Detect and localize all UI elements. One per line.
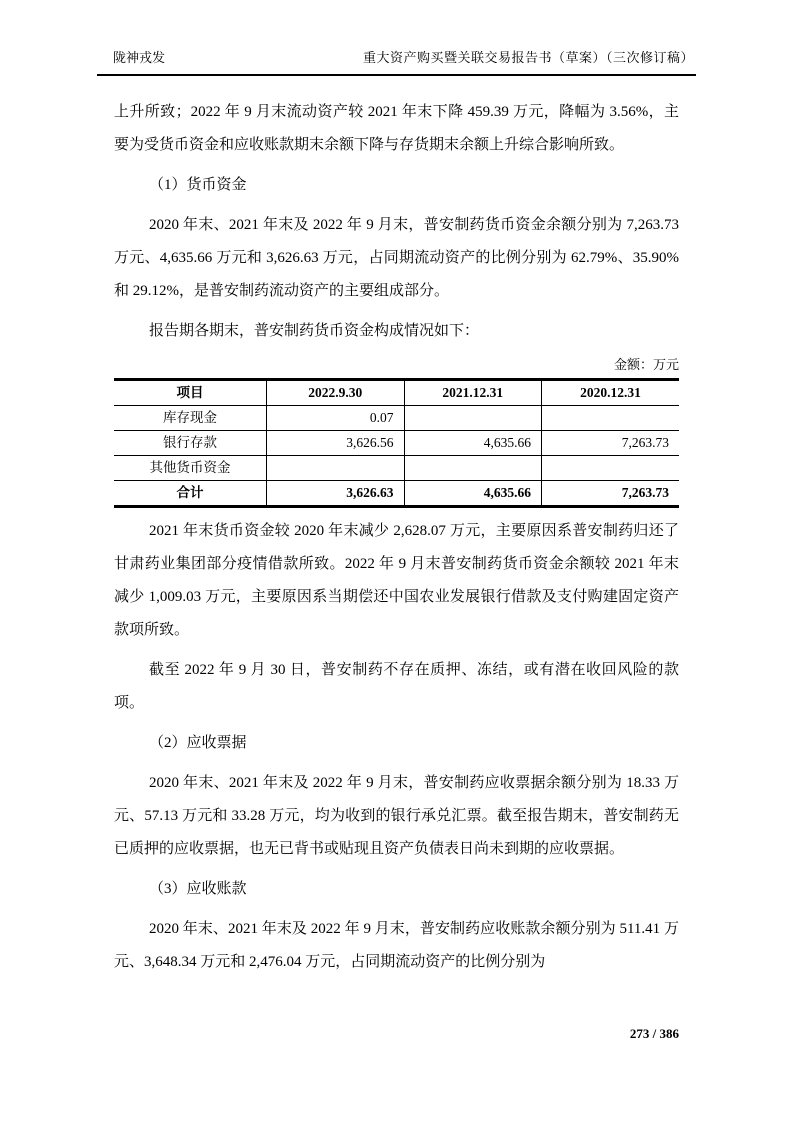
page-number: 273 / 386 xyxy=(629,1026,679,1041)
currency-funds-table xyxy=(114,378,679,508)
table-header-2022: 2022.9.30 xyxy=(267,380,404,406)
table-header-2020: 2020.12.31 xyxy=(542,380,680,406)
paragraph-currency-balances: 2020 年末、2021 年末及 2022 年 9 月末，普安制药货币资金余额分别为 7,263.73 万元、4,635.66 万元和 3,626.63 万元，占同期流动资产的比例分别为 62.79%、35.90%和 29.12%，是普安制药流动资产的主要组成部分。 xyxy=(114,217,679,299)
table-header-item: 项目 xyxy=(114,380,267,406)
paragraph-intro: 上升所致；2022 年 9 月末流动资产较 2021 年末下降 459.39 万元，降幅为 3.56%，主要为受货币资金和应收账款期末余额下降与存货期末余额上升综合影响所致。 xyxy=(114,104,679,153)
header-report-title: 重大资产购买暨关联交易报告书（草案）（三次修订稿） xyxy=(362,50,694,65)
paragraph-table-intro: 报告期各期末，普安制药货币资金构成情况如下： xyxy=(149,323,480,339)
cell-value: 4,635.66 xyxy=(404,481,541,507)
cell-value xyxy=(267,456,404,481)
cell-value: 3,626.63 xyxy=(267,481,404,507)
row-label: 合计 xyxy=(176,485,204,500)
page-header xyxy=(97,48,696,76)
cell-value xyxy=(404,406,541,431)
paragraph-currency-change: 2021 年末货币资金较 2020 年末减少 2,628.07 万元，主要原因系普安制药归还了甘肃药业集团部分疫情借款所致。2022 年 9 月末普安制药货币资金余额较 2021 年末减少 1,009.03 万元，主要原因系当期偿还中国农业发展银行借款及支付购建固定资产款项所致。 xyxy=(114,523,679,638)
cell-value: 3,626.56 xyxy=(267,431,404,456)
table-header-2021: 2021.12.31 xyxy=(404,380,541,406)
table-row-other-monetary-funds xyxy=(114,456,679,481)
paragraph-notes-receivable: 2020 年末、2021 年末及 2022 年 9 月末，普安制药应收票据余额分别为 18.33 万元、57.13 万元和 33.28 万元，均为收到的银行承兑汇票。截至报告期末，普安制药无已质押的应收票据，也无已背书或贴现且资产负债表日尚未到期的应收票据。 xyxy=(114,775,679,857)
table-row-cash-on-hand xyxy=(114,406,679,431)
table-header-row xyxy=(114,380,679,406)
section-heading-notes-receivable: （2）应收票据 xyxy=(149,735,247,751)
section-heading-accounts-receivable: （3）应收账款 xyxy=(149,881,247,897)
cell-value: 7,263.73 xyxy=(542,481,680,507)
header-company-name: 陇神戎发 xyxy=(113,50,166,65)
page-footer xyxy=(630,1026,679,1042)
cell-value xyxy=(542,406,680,431)
page-content xyxy=(97,76,696,979)
section-heading-currency-funds: （1）货币资金 xyxy=(149,177,247,193)
cell-value: 4,635.66 xyxy=(404,431,541,456)
row-label: 其他货币资金 xyxy=(114,456,267,481)
table-row-bank-deposits xyxy=(114,431,679,456)
row-label: 银行存款 xyxy=(114,431,267,456)
cell-value xyxy=(404,456,541,481)
table-row-total xyxy=(114,481,679,507)
cell-value: 7,263.73 xyxy=(542,431,680,456)
paragraph-no-pledge: 截至 2022 年 9 月 30 日，普安制药不存在质押、冻结，或有潜在收回风险的款项。 xyxy=(114,662,679,711)
cell-value xyxy=(542,456,680,481)
paragraph-accounts-receivable: 2020 年末、2021 年末及 2022 年 9 月末，普安制药应收账款余额分别为 511.41 万元、3,648.34 万元和 2,476.04 万元，占同期流动资产的比例分别为 xyxy=(114,921,679,970)
table-unit-label: 金额：万元 xyxy=(613,357,679,372)
cell-value: 0.07 xyxy=(267,406,404,431)
row-label: 库存现金 xyxy=(114,406,267,431)
